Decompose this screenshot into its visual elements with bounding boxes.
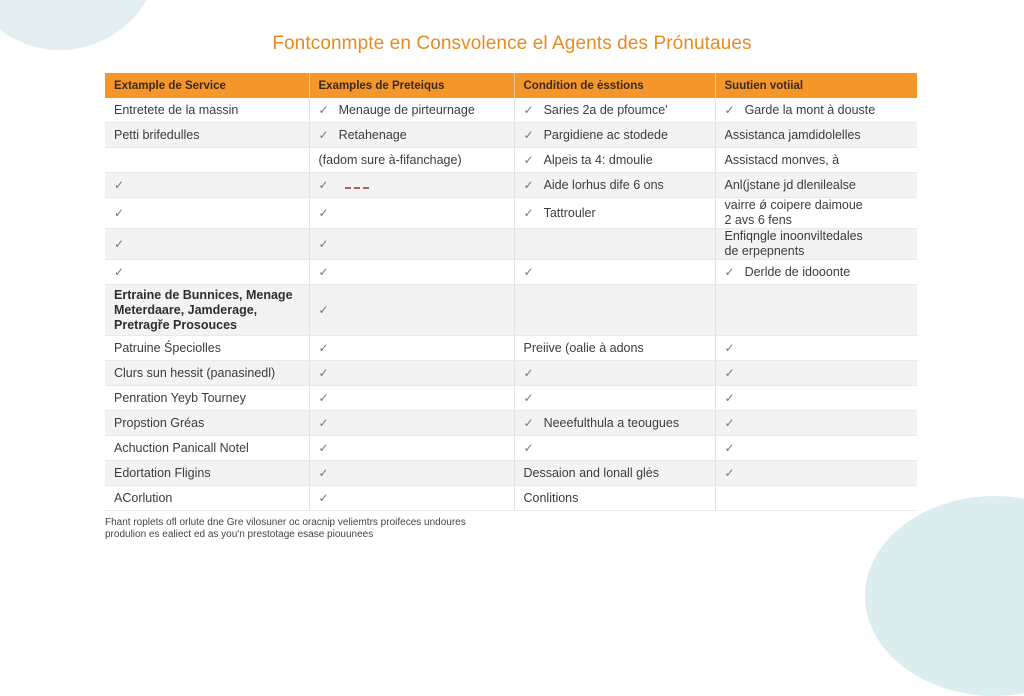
table-cell (309, 98, 514, 123)
table-cell (105, 361, 309, 386)
cell-text: Pargidiene ac stodede (543, 127, 668, 142)
check-icon: ✓ (318, 127, 329, 142)
page-title: Fontconmpte en Consvolence el Agents des Prónutaues (272, 33, 752, 54)
check-icon: ✓ (523, 127, 534, 142)
table-cell (105, 198, 309, 229)
table-row (105, 285, 917, 336)
footnote-line-2: produlion es ealiect ed as you'n prestotage esase piouunees (105, 529, 374, 540)
cell-text: Conlitions (523, 490, 579, 505)
table-cell (309, 336, 514, 361)
cell-text: Clurs sun hessit (panasinedl) (114, 365, 276, 380)
cell-text: Derlde de idooonte (744, 264, 851, 279)
check-icon: ✓ (724, 102, 735, 117)
table-cell (105, 411, 309, 436)
table-cell (715, 285, 917, 336)
table-cell (514, 98, 715, 123)
table-cell (514, 361, 715, 386)
check-icon: ✓ (724, 390, 735, 405)
cell-text-line: 2 avs 6 fens (724, 213, 792, 227)
check-icon: ✓ (724, 465, 735, 480)
table-cell (715, 229, 917, 260)
cell-text: Petti brifedulles (114, 127, 200, 142)
check-icon: ✓ (523, 415, 534, 430)
check-icon: ✓ (318, 302, 329, 317)
table-cell (715, 411, 917, 436)
cell-text: Dessaion and lonall glės (523, 465, 660, 480)
cell-text-line: Pretragře Prosouces (114, 317, 237, 332)
table-cell (309, 198, 514, 229)
cell-text: Propstion Gréas (114, 415, 205, 430)
table-cell (514, 148, 715, 173)
table-row (105, 98, 917, 123)
table-cell (309, 361, 514, 386)
table-cell (309, 285, 514, 336)
table-cell (514, 173, 715, 198)
table-cell (105, 173, 309, 198)
table-row (105, 173, 917, 198)
check-icon: ✓ (114, 264, 125, 279)
table-cell (715, 486, 917, 511)
table-row (105, 436, 917, 461)
table-row (105, 123, 917, 148)
table-row (105, 229, 917, 260)
cell-text: Anl(jstane jd dlenilealse (724, 177, 856, 192)
table-header-row (105, 73, 917, 98)
check-icon: ✓ (724, 365, 735, 380)
table-row (105, 486, 917, 511)
table-cell (105, 98, 309, 123)
footnote-line-1: Fhant roplets ofl orlute dne Gre vilosuner oc oracnip veliemtrs proifeces undoures (105, 517, 466, 528)
check-icon: ✓ (318, 205, 329, 220)
check-icon: ✓ (523, 102, 534, 117)
check-icon: ✓ (114, 205, 125, 220)
cell-text: ACorlution (114, 490, 173, 505)
table-cell (309, 229, 514, 260)
cell-text: Achuction Panicall Notel (114, 440, 249, 455)
cell-text: Tattrouler (543, 205, 596, 220)
table-cell (514, 336, 715, 361)
table-row (105, 411, 917, 436)
cell-text: vairre ǿ coipere daimoue (724, 198, 863, 212)
check-icon: ✓ (114, 177, 125, 192)
table-cell (309, 148, 514, 173)
table-cell (309, 461, 514, 486)
scribble-mark-icon (345, 181, 369, 189)
cell-text: Aide lorhus dife 6 ons (543, 177, 664, 192)
cell-text: Alpeis ta 4: dmoulie (543, 152, 653, 167)
table-cell (514, 386, 715, 411)
cell-text: Saries 2a de pfoumce' (543, 102, 668, 117)
table-cell (514, 198, 715, 229)
check-icon: ✓ (318, 177, 329, 192)
table-cell (715, 336, 917, 361)
check-icon: ✓ (318, 490, 329, 505)
check-icon: ✓ (724, 340, 735, 355)
check-icon: ✓ (724, 264, 735, 279)
cell-text: Menauge de pirteurnage (338, 102, 475, 117)
check-icon: ✓ (724, 415, 735, 430)
table-cell (514, 461, 715, 486)
table-cell (715, 436, 917, 461)
table-cell (514, 123, 715, 148)
cell-text: Neeefulthula a teougues (543, 415, 680, 430)
check-icon: ✓ (523, 440, 534, 455)
decor-blob-bottom-right (865, 496, 1024, 696)
table-cell (309, 173, 514, 198)
table-cell (715, 98, 917, 123)
check-icon: ✓ (523, 177, 534, 192)
table-cell (309, 386, 514, 411)
table-cell (715, 148, 917, 173)
header-examples: Examples de Preteiqus (309, 73, 514, 98)
table-row (105, 461, 917, 486)
table-cell (309, 486, 514, 511)
table-cell (309, 411, 514, 436)
table-row (105, 260, 917, 285)
cell-text: Enfiqngle inoonviltedales (724, 229, 863, 243)
table-cell (105, 229, 309, 260)
table-row (105, 336, 917, 361)
cell-text-line: Meterdaare, Jamderage, (114, 302, 258, 317)
table-cell (105, 386, 309, 411)
cell-text: Patruine Śpeciolles (114, 340, 222, 355)
cell-text: Entretete de la massin (114, 102, 239, 117)
table-cell (514, 285, 715, 336)
table-cell (514, 229, 715, 260)
check-icon: ✓ (724, 440, 735, 455)
cell-text: (fadom sure à-fifanchage) (318, 152, 462, 167)
table-body (105, 98, 917, 511)
table-cell (715, 173, 917, 198)
table-cell (715, 198, 917, 229)
cell-text: Penration Yeyb Tourney (114, 390, 246, 405)
check-icon: ✓ (318, 264, 329, 279)
table-cell (105, 436, 309, 461)
check-icon: ✓ (318, 390, 329, 405)
cell-text: Garde la mont à douste (744, 102, 876, 117)
cell-text: Ertraine de Bunnices, Menage (114, 287, 293, 302)
check-icon: ✓ (318, 102, 329, 117)
footnote (105, 517, 466, 541)
check-icon: ✓ (318, 365, 329, 380)
table-cell (309, 123, 514, 148)
table-cell (715, 260, 917, 285)
check-icon: ✓ (318, 415, 329, 430)
table-cell (105, 285, 309, 336)
check-icon: ✓ (318, 340, 329, 355)
cell-text: Preiive (oalie à adons (523, 340, 644, 355)
table-cell (105, 148, 309, 173)
check-icon: ✓ (318, 440, 329, 455)
table-cell (105, 486, 309, 511)
table-cell (715, 361, 917, 386)
table-cell (715, 461, 917, 486)
table-row (105, 386, 917, 411)
table-cell (715, 123, 917, 148)
table-cell (309, 260, 514, 285)
check-icon: ✓ (523, 365, 534, 380)
table-cell (514, 260, 715, 285)
table-cell (514, 411, 715, 436)
table-row (105, 148, 917, 173)
table-cell (309, 436, 514, 461)
check-icon: ✓ (523, 264, 534, 279)
header-service: Extample de Service (105, 73, 309, 98)
table-cell (105, 260, 309, 285)
table-cell (514, 486, 715, 511)
header-support: Suutien votiial (715, 73, 917, 98)
check-icon: ✓ (318, 236, 329, 251)
check-icon: ✓ (523, 152, 534, 167)
table-cell (105, 123, 309, 148)
check-icon: ✓ (318, 465, 329, 480)
table-cell (105, 461, 309, 486)
comparison-table (105, 73, 917, 511)
cell-text: Retahenage (338, 127, 407, 142)
cell-text: Edortation Fligins (114, 465, 211, 480)
table-row (105, 198, 917, 229)
cell-text-line: de erpepnents (724, 244, 805, 258)
header-condition: Condition de ėsstions (514, 73, 715, 98)
check-icon: ✓ (114, 236, 125, 251)
cell-text: Assistanca jamdidolelles (724, 127, 861, 142)
table-row (105, 361, 917, 386)
cell-text: Assistacd monves, à (724, 152, 840, 167)
table-cell (514, 436, 715, 461)
table-cell (105, 336, 309, 361)
check-icon: ✓ (523, 205, 534, 220)
table-cell (715, 386, 917, 411)
check-icon: ✓ (523, 390, 534, 405)
